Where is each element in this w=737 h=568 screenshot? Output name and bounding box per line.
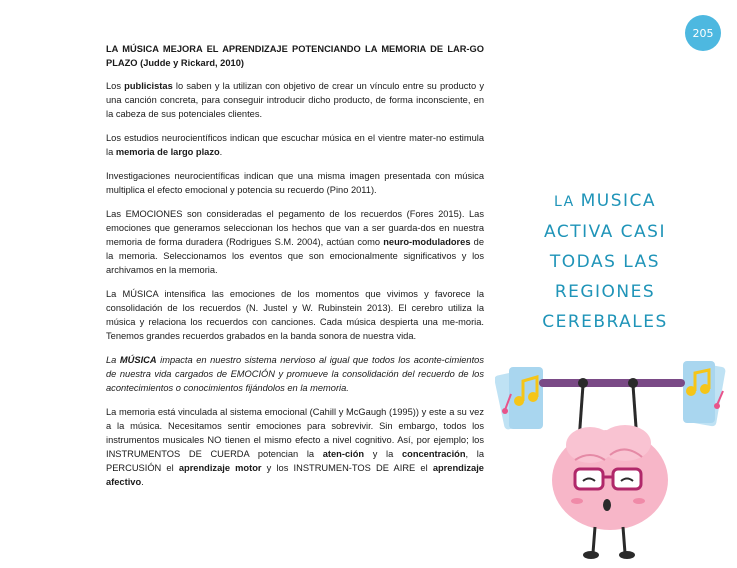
p7-b1: aten-ción <box>322 449 365 459</box>
page-number-badge <box>685 15 721 51</box>
p1-post: lo saben y la utilizan con objetivo de crear un vínculo entre su producto y una canción concreta, para conseguir introducir dicho producto, de forma inconsciente, en la cabeza de sus potenciales clientes. <box>106 81 484 119</box>
callout-line-1 <box>540 186 670 217</box>
article-body <box>106 42 484 499</box>
p4-pre: Las EMOCIONES son consideradas el pegamento de los recuerdos (Fores 2015). Las emociones que generamos seleccionan los hechos que van a ser guarda-dos en nuestra memoria de forma duradera (Rodrigues S.M. 2004), actúan como <box>106 209 484 247</box>
p4-bold: neuro-moduladores <box>383 237 471 247</box>
brain-character-icon <box>495 345 735 563</box>
p7-b4: aprendizaje afectivo <box>106 463 484 487</box>
p4-post: de la memoria. Seleccionamos los eventos que son emocionalmente significativos y los archivamos en la memoria. <box>106 237 484 275</box>
heading-reference: (Judde y Rickard, 2010) <box>137 58 244 68</box>
music-note-icon <box>683 361 726 427</box>
paragraph-3: Investigaciones neurocientíficas indican que una misma imagen presentada con música multiplica el efecto emocional y potencia su recuerdo (Pino 2011). <box>106 171 484 195</box>
p6-post: impacta en nuestro sistema nervioso al igual que todos los aconte-cimientos de nuestra vida cargados de EMOCIÓN y promueve la consolidación del recuerdo de los acontecimientos o conocimientos fijándolos en la memoria. <box>106 355 484 393</box>
page-number: 205 <box>692 26 714 40</box>
p2-pre: Los estudios neurocientíficos indican que escuchar música en el vientre mater-no estimula la <box>106 133 484 157</box>
paragraph-7 <box>106 405 484 489</box>
p7-t2: y la <box>364 449 402 459</box>
p7-t1: La memoria está vinculada al sistema emocional (Cahill y McGaugh (1995)) y este a su vez a la música. Necesitamos sentir emociones para sobrevivir. Sin embargo, todos los instrumentos musicales NO tienen el mismo efecto a nivel cognitivo. Así, por ejemplo; los INSTRUMENTOS DE CUERDA potencian la <box>106 407 484 459</box>
p6-pre: La <box>106 355 120 365</box>
callout-line-4: REGIONES <box>554 282 656 302</box>
callout-line-5: CEREBRALES <box>542 312 668 332</box>
callout-line-3: TODAS LAS <box>549 252 661 272</box>
paragraph-2 <box>106 131 484 159</box>
brain-illustration <box>495 345 735 563</box>
p7-t3: , la PERCUSIÓN el <box>106 449 484 473</box>
p7-t5: . <box>141 477 144 487</box>
paragraph-1 <box>106 79 484 121</box>
paragraph-6 <box>106 353 484 395</box>
callout-line-2: ACTIVA CASI <box>544 222 666 242</box>
p1-pre: Los <box>106 81 125 91</box>
callout-musica: MUSICA <box>580 191 657 211</box>
p2-bold: memoria de largo plazo <box>115 147 220 157</box>
callout-la: LA <box>553 194 581 210</box>
callout-quote <box>540 186 670 337</box>
heading-title: LA MÚSICA MEJORA EL APRENDIZAJE POTENCIANDO LA MEMORIA DE LAR-GO PLAZO <box>106 44 484 68</box>
article-heading <box>106 42 484 70</box>
p7-t4: y los INSTRUMEN-TOS DE AIRE el <box>261 463 433 473</box>
p2-post: . <box>219 147 223 157</box>
p7-b3: aprendizaje motor <box>178 463 262 473</box>
paragraph-4 <box>106 207 484 277</box>
music-note-icon <box>495 367 543 430</box>
p7-b2: concentración <box>401 449 466 459</box>
p6-bold: MÚSICA <box>119 355 157 365</box>
p1-bold: publicistas <box>124 81 173 91</box>
paragraph-5: La MÚSICA intensifica las emociones de los momentos que vivimos y favorece la consolidación de los recuerdos (N. Justel y W. Rubinstein 2013). El cerebro utiliza la música y relaciona los recuerdos con canciones. Cada música despierta una me-moria. Tenemos grandes recuerdos grabados en la banda sonora de nuestra vida. <box>106 289 484 341</box>
